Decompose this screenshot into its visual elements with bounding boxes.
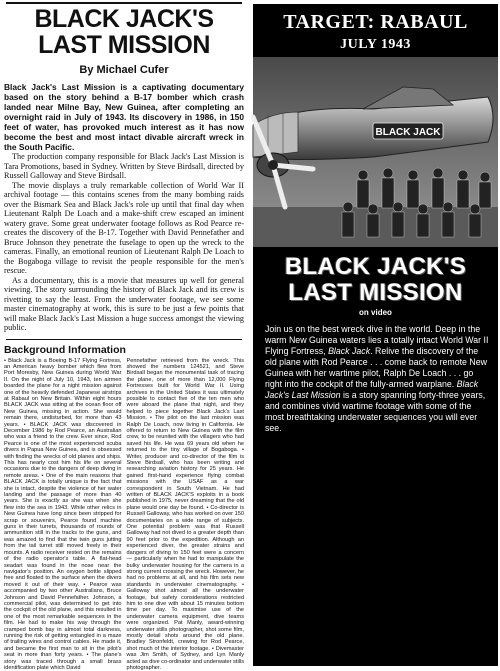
top-rule	[6, 2, 242, 4]
promo-text-part: Join us on the best wreck dive in the world. Deep in the warm New Guinea waters lies a totally intact World War II Flying Fortress,	[265, 324, 488, 356]
target-date: JULY 1943	[253, 37, 498, 53]
promo-panel	[253, 4, 498, 666]
promo-emphasis: Black Jack	[328, 346, 370, 356]
promo-emphasis: Black Jack's Last Mission	[265, 379, 478, 400]
promo-text-part: is a story spanning forty-three years, and combines vivid wartime footage with some of the most breathtaking underwater sequences you will ever see.	[265, 390, 485, 433]
video-title-line-1: BLACK JACK'S	[253, 254, 498, 280]
target-title: TARGET: RABAUL	[253, 11, 498, 34]
bomber-crew-photo	[253, 57, 498, 247]
promo-text-part: . Relive the discovery of the old plane with Rod Pearce . . . come back to remote New Guinea with her wartime pilot, Ralph De Loach . . . go right into the cockpit of the fully-armed warplane.	[265, 346, 487, 389]
article-title: BLACK JACK'S LAST MISSION	[4, 6, 244, 58]
promo-text	[265, 324, 491, 434]
background-columns	[4, 358, 244, 671]
article-paragraph: The production company responsible for Black Jack's Last Mission is Tara Promotions, based in Sydney. Written by Steve Birdsall, directed by Russell Galloway and Steve Birdsall.	[4, 152, 244, 181]
on-video-label: on video	[253, 308, 498, 317]
video-title-line-2: LAST MISSION	[253, 280, 498, 306]
section-rule	[6, 339, 242, 340]
article-lead: Black Jack's Last Mission is a captivating documentary based on the story behind a B-17 bomber which crash landed near Milne Bay, New Guinea, after completing an overnight raid in July of 1943. Its discovery in 1986, in 150 feet of water, has provoked much interest as it has now become the best and most intact divable aircraft wreck in the South Pacific.	[4, 82, 244, 152]
article-column	[4, 2, 244, 666]
background-column-2: Pennefather retrieved from the wreck. This showed the numbers 124521, and Steve Birdsall began the monumental task of tracing the plane, one of more than 12,000 Flying Fortresses built for World War II. Using archives in the United States it was ultimately possible to contact five of the ten men who were aboard the plane that night, and they helped to piece together Black Jack's Last Mission. • The pilot on the last mission was Ralph De Loach, now living in California. He offered to return to New Guinea with the film crew, to be reunited with the villagers who had saved his life. He was 69 years old when he returned to the tiny village of Bogaboga. • Writer, producer and co-director of the film is Steve Birdsall, who has been writing and researching aviation history for 25 years. He gained first-hand experience flying combat missions with the USAF as a war correspondent in South Vietnam. He had written of BLACK JACK'S exploits in a book published in 1975, never dreaming that the old plane would one day be found. • Co-director is Russell Galloway, who has worked on over 150 documentaries on a wide range of subjects. One potential problem was that Russell Galloway had not dived to a greater depth than 90 feet prior to the expedition. Although an experienced diver, the greater strains and dangers of diving to 150 feet were a concern — particularly when he had to manipulate the bulky underwater housing for the camera in a strong current crossing the wreck. However, he had no problems at all, and his film sets new standards in underwater cinematography. • Galloway shot almost all the underwater footage, but safety considerations restricted him to one dive with about 15 minutes bottom time per day. To maximise use of the underwater camera equipment, dive teams were organized. Pat Manly, award-winning underwater stills photographer, shot some film, mostly detail shots around the old plane. Bradley Stronfeldt, crewing for Rod Pearce, shot much of the interior footage. • Divemaster was Jim Smith, of Sydney, and Lyn Manly acted as dive co-ordinator and underwater stills photographer.	[127, 358, 245, 671]
article-paragraph: As a documentary, this is a movie that measures up well for general viewing. The story surrounding the history of Black Jack and its crew is rivetting to say the least. From the underwater footage, we see some master cinematography at work, this is sure to be just a few points that will make Black Jack's Last Mission a huge success amongst the viewing public.	[4, 276, 244, 333]
article-paragraph: The movie displays a truly remarkable collection of World War II archival footage — this contains scenes from the many bombing raids over the Bismark Sea and Black Jack's role up until that final day when Lieutenant Ralph De Loach and a make-shift crew escaped an iminent watery grave. Some great underwater footage follows as Rod Pearce re-creates the discovery of the B-17. Together with David Pennefather and Bruce Johnson they penetrate the fuselage to open up the wreck to the cameras. Finally, an emotional reunion of Lieutenant Ralph De Loach to the Bogaboga village to revisit the people responsible for the men's rescue.	[4, 181, 244, 276]
article-byline: By Michael Cufer	[4, 64, 244, 76]
background-heading: Background Information	[4, 344, 244, 356]
background-column-1: • Black Jack is a Boeing B-17 Flying Fortress, an American heavy bomber which flew from Port Moresby, New Guinea during World War II. On the night of July 10, 1943, ten airmen boarded the plane for a night mission against one of the heavily defended Japanese airstrips at Rabaul on New Britain. Within eight hours BLACK JACK was sitting at the ocean floor off New Guinea, missing in action. She would remain there, undisturbed, for more than 43 years. • BLACK JACK was discovered in December 1986 by Rod Pearce, an Australian who was a friend to the crew. Ever since, Rod Pearce is one of the most experienced scuba divers in Papua New Guinea, and is obsessed with finding the wrecks of old planes and ships. This has nearly cost him his life on several occasions due to the dangers of deep diving in remote areas. • One of the main reasons that BLACK JACK is totally unique is the fact that she is intact, despite the violence of her water landing and the passage of more than 40 years. She is exactly as she was when she flew into the sea in 1943. While other relics in New Guinea have long since been stripped for scrap or souvenirs, Pearce found machine guns in their turrets, thousands of rounds of ammunition still in the tracks to the guns, and was amazed to find that the twin guns jutting from the tail turret still moved freely in their mounts. A radio receiver rested on the remains of the radio operator's table. A flat-head seadart was found in the nose near the navigator's position. An oxygen bottle slipped free and floated to the surface when the divers moved it out of their way. • Pearce was accompanied by two other Australians, Bruce Johnson and David Pennefather. Johnson, a commercial pilot, was determined to get into the cockpit of the old plane, and this resulted in one of the most remarkable sequences in the film. He had to make his way through the cramped bomb bay in almost total darkness, running the risk of getting entangled in a maze of trailing wires and control cables. He made it, and became the first man to sit in the pilot's seat in more than forty years. • The plane's story was traced through a small brass identification plate which David	[4, 358, 122, 671]
plane-nose-name: BLACK JACK	[376, 127, 442, 138]
video-title	[253, 254, 498, 306]
